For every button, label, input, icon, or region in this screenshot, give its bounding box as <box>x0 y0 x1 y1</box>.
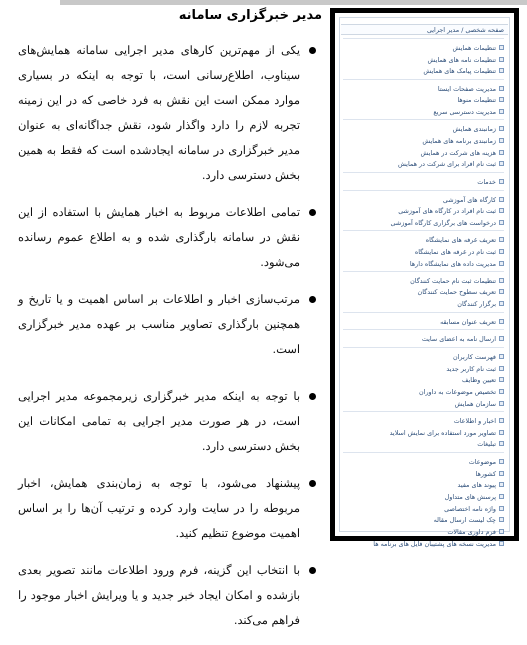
menu-item-label: تعریف عنوان مسابقه <box>440 318 496 326</box>
menu-bullet-icon <box>499 86 504 91</box>
menu-separator <box>343 411 504 412</box>
menu-item-label: تنظیمات نامه های همایش <box>427 56 496 64</box>
menu-item-label: تعیین وظایف <box>461 376 496 384</box>
sidebar-menu-item[interactable] <box>343 247 504 258</box>
menu-separator <box>343 347 504 348</box>
bullet-paragraph-3 <box>18 287 318 362</box>
sidebar-menu-item[interactable] <box>343 55 504 66</box>
menu-bullet-icon <box>499 517 504 522</box>
menu-separator <box>343 172 504 173</box>
menu-item-label: تصاویر مورد استفاده برای نمایش اسلاید <box>389 429 496 437</box>
menu-item-label: صفحه شخصی / مدیر اجرایی <box>426 26 504 34</box>
menu-bullet-icon <box>499 418 504 423</box>
bullet-icon <box>309 393 316 400</box>
menu-item-label: کشورها <box>475 470 496 478</box>
sidebar-menu-item[interactable] <box>343 287 504 298</box>
paragraph-text: تمامی اطلاعات مربوط به اخبار همایش با استفاده از این نقش در سامانه بارگذاری شده و به اطلاع عموم رسانده می‌شود. <box>18 205 300 269</box>
menu-separator <box>343 38 504 39</box>
sidebar-menu-item[interactable] <box>343 334 504 345</box>
paragraph-text: یکی از مهم‌ترین کارهای مدیر اجرایی سامانه همایش‌های سیناوب، اطلاع‌رسانی است، با توجه به اینکه در بسیاری موارد ممکن است این نقش به فرد خاصی که در این زمینه تجربه لازم را دارد واگذار شود، نقش جداگانه‌ای به عنوان مدیر خبرگزاری در سامانه ایجادشده است که فقط به همین بخش دسترسی دارد. <box>18 43 300 182</box>
sidebar-menu-item[interactable] <box>343 364 504 375</box>
sidebar-menu-item[interactable] <box>343 195 504 206</box>
document-body <box>18 38 318 645</box>
sidebar-menu-item[interactable] <box>343 352 504 363</box>
sidebar-menu-item[interactable] <box>343 375 504 386</box>
paragraph-text: با توجه به اینکه مدیر خبرگزاری زیرمجموعه مدیر اجرایی است، در هر صورت مدیر اجرایی به تمامی امکانات این بخش دسترسی دارد. <box>18 389 300 453</box>
menu-item-label: فرم داوری مقالات <box>447 528 496 536</box>
sidebar-menu-item[interactable] <box>343 492 504 503</box>
menu-item-label: موضوعات <box>468 458 496 466</box>
menu-bullet-icon <box>499 150 504 155</box>
menu-item-label: ثبت نام افراد در کارگاه های آموزشی <box>398 207 496 215</box>
menu-bullet-icon <box>499 126 504 131</box>
top-gray-bar <box>60 0 527 5</box>
menu-bullet-icon <box>499 506 504 511</box>
menu-separator <box>343 312 504 313</box>
menu-bullet-icon <box>499 319 504 324</box>
bullet-icon <box>309 480 316 487</box>
menu-bullet-icon <box>499 377 504 382</box>
menu-item-label: ثبت نام افراد برای شرکت در همایش <box>398 160 496 168</box>
sidebar-menu-item[interactable] <box>343 148 504 159</box>
menu-item-label: زمانبندی برنامه های همایش <box>422 137 496 145</box>
bullet-paragraph-4 <box>18 384 318 459</box>
menu-bullet-icon <box>499 336 504 341</box>
bullet-paragraph-1 <box>18 38 318 188</box>
menu-bullet-icon <box>499 354 504 359</box>
menu-item-label: ارسال نامه به اعضای سایت <box>421 335 496 343</box>
sidebar-menu-item[interactable] <box>343 218 504 229</box>
menu-bullet-icon <box>499 109 504 114</box>
paragraph-text: با انتخاب این گزینه، فرم ورود اطلاعات مانند تصویر بعدی بازشده و امکان ایجاد خبر جدید و یا ویرایش اخبار موجود را فراهم می‌کند. <box>18 563 300 627</box>
menu-item-label: واژه نامه اختصاصی <box>444 505 496 513</box>
menu-item-label: خدمات <box>477 178 496 186</box>
menu-bullet-icon <box>499 441 504 446</box>
menu-separator <box>343 452 504 453</box>
menu-separator <box>343 329 504 330</box>
sidebar-menu-item[interactable] <box>343 539 504 550</box>
bullet-paragraph-6 <box>18 558 318 633</box>
sidebar-menu-item[interactable] <box>343 387 504 398</box>
bullet-paragraph-2 <box>18 200 318 275</box>
menu-bullet-icon <box>499 197 504 202</box>
menu-bullet-icon <box>499 45 504 50</box>
sidebar-menu-item[interactable] <box>343 457 504 468</box>
sidebar-menu-item[interactable] <box>343 84 504 95</box>
menu-separator <box>343 190 504 191</box>
menu-bullet-icon <box>499 289 504 294</box>
bullet-icon <box>309 47 316 54</box>
menu-bullet-icon <box>499 430 504 435</box>
menu-item-label: پیوند های مفید <box>457 481 496 489</box>
menu-bullet-icon <box>499 482 504 487</box>
menu-item-label: زمانبندی همایش <box>452 125 496 133</box>
menu-item-label: تعریف غرفه های نمایشگاه <box>425 236 496 244</box>
bullet-icon <box>309 567 316 574</box>
sidebar-menu-item[interactable] <box>343 177 504 188</box>
menu-item-label: تخصیص موضوعات به داوران <box>419 388 496 396</box>
menu-item-label: مدیریت نسخه های پشتیبان فایل های برنامه ها <box>373 540 496 548</box>
menu-item-label: ثبت نام کاربر جدید <box>446 365 496 373</box>
sidebar-menu-item[interactable] <box>343 439 504 450</box>
admin-sidebar-screenshot <box>330 8 519 548</box>
menu-bullet-icon <box>499 389 504 394</box>
sidebar-menu-item[interactable] <box>343 259 504 270</box>
menu-item-label: تنظیمات ثبت نام حمایت کنندگان <box>410 277 496 285</box>
menu-bullet-icon <box>499 138 504 143</box>
sidebar-menu-item[interactable] <box>343 276 504 287</box>
sidebar-menu-item[interactable] <box>343 317 504 328</box>
menu-item-label: هزینه های شرکت در همایش <box>420 149 496 157</box>
menu-item-label: تنظیمات همایش <box>452 44 496 52</box>
menu-bullet-icon <box>499 208 504 213</box>
bullet-icon <box>309 296 316 303</box>
paragraph-text: پیشنهاد می‌شود، با توجه به زمان‌بندی همایش، اخبار مربوطه را در سایت وارد کرده و ترتیب آن‌ها را بر اساس اهمیت موضوع تنظیم کنید. <box>18 476 300 540</box>
sidebar-menu-item[interactable] <box>343 66 504 77</box>
sidebar-menu-item[interactable] <box>343 399 504 410</box>
menu-bullet-icon <box>499 261 504 266</box>
menu-separator <box>343 230 504 231</box>
menu-item-label: تعریف سطوح حمایت کنندگان <box>417 288 496 296</box>
menu-bullet-icon <box>499 471 504 476</box>
menu-bullet-icon <box>499 529 504 534</box>
sidebar-header-link[interactable] <box>341 24 508 35</box>
menu-item-label: فهرست کاربران <box>452 353 496 361</box>
sidebar-menu-item[interactable] <box>343 43 504 54</box>
bullet-paragraph-5 <box>18 471 318 546</box>
menu-bullet-icon <box>499 68 504 73</box>
sidebar-menu-item[interactable] <box>343 428 504 439</box>
paragraph-text: مرتب‌سازی اخبار و اطلاعات بر اساس اهمیت و یا تاریخ و همچنین بارگذاری تصاویر مناسب بر عهده مدیر خبرگزاری است. <box>18 292 300 356</box>
sidebar-menu-item[interactable] <box>343 299 504 310</box>
menu-item-label: اخبار و اطلاعات <box>453 417 496 425</box>
menu-item-label: مدیریت دسترسی سریع <box>433 108 496 116</box>
menu-item-label: ثبت نام در غرفه های نمایشگاه <box>414 248 496 256</box>
sidebar-menu-item[interactable] <box>343 504 504 515</box>
menu-bullet-icon <box>499 366 504 371</box>
sidebar-menu-item[interactable] <box>343 515 504 526</box>
page-title: مدیر خبرگزاری سامانه <box>178 8 322 23</box>
menu-bullet-icon <box>499 161 504 166</box>
menu-item-label: پرسش های متداول <box>444 493 496 501</box>
menu-bullet-icon <box>499 278 504 283</box>
sidebar-menu-item[interactable] <box>343 416 504 427</box>
menu-item-label: کارگاه های آموزشی <box>442 196 496 204</box>
sidebar-menu-item[interactable] <box>343 95 504 106</box>
sidebar-menu-item[interactable] <box>343 159 504 170</box>
menu-bullet-icon <box>499 301 504 306</box>
menu-bullet-icon <box>499 220 504 225</box>
menu-bullet-icon <box>499 57 504 62</box>
sidebar-menu-item[interactable] <box>343 469 504 480</box>
bullet-icon <box>309 209 316 216</box>
menu-item-label: سازمان همایش <box>454 400 496 408</box>
sidebar-menu-item[interactable] <box>343 527 504 538</box>
menu-bullet-icon <box>499 459 504 464</box>
menu-bullet-icon <box>499 401 504 406</box>
menu-bullet-icon <box>499 494 504 499</box>
sidebar-menu-item[interactable] <box>343 206 504 217</box>
menu-separator <box>343 271 504 272</box>
menu-item-label: مدیریت داده های نمایشگاه دارها <box>409 260 496 268</box>
menu-bullet-icon <box>499 249 504 254</box>
sidebar-menu-item[interactable] <box>343 107 504 118</box>
menu-separator <box>343 79 504 80</box>
menu-item-label: مدیریت صفحات ایستا <box>437 85 496 93</box>
menu-bullet-icon <box>499 179 504 184</box>
menu-item-label: تبلیغات <box>477 440 496 448</box>
sidebar-frame <box>339 17 510 548</box>
menu-bullet-icon <box>499 237 504 242</box>
sidebar-menu-item[interactable] <box>343 136 504 147</box>
menu-item-label: تنظیمات پیامک های همایش <box>423 67 496 75</box>
sidebar-menu-item[interactable] <box>343 124 504 135</box>
menu-item-label: برگزار کنندگان <box>457 300 496 308</box>
menu-bullet-icon <box>499 97 504 102</box>
menu-separator <box>343 119 504 120</box>
sidebar-menu-item[interactable] <box>343 480 504 491</box>
menu-item-label: درخواست های برگزاری کارگاه آموزشی <box>390 219 496 227</box>
sidebar-menu-item[interactable] <box>343 235 504 246</box>
menu-item-label: تنظیمات منوها <box>457 96 496 104</box>
menu-item-label: چک لیست ارسال مقاله <box>433 516 496 524</box>
menu-bullet-icon <box>499 541 504 546</box>
